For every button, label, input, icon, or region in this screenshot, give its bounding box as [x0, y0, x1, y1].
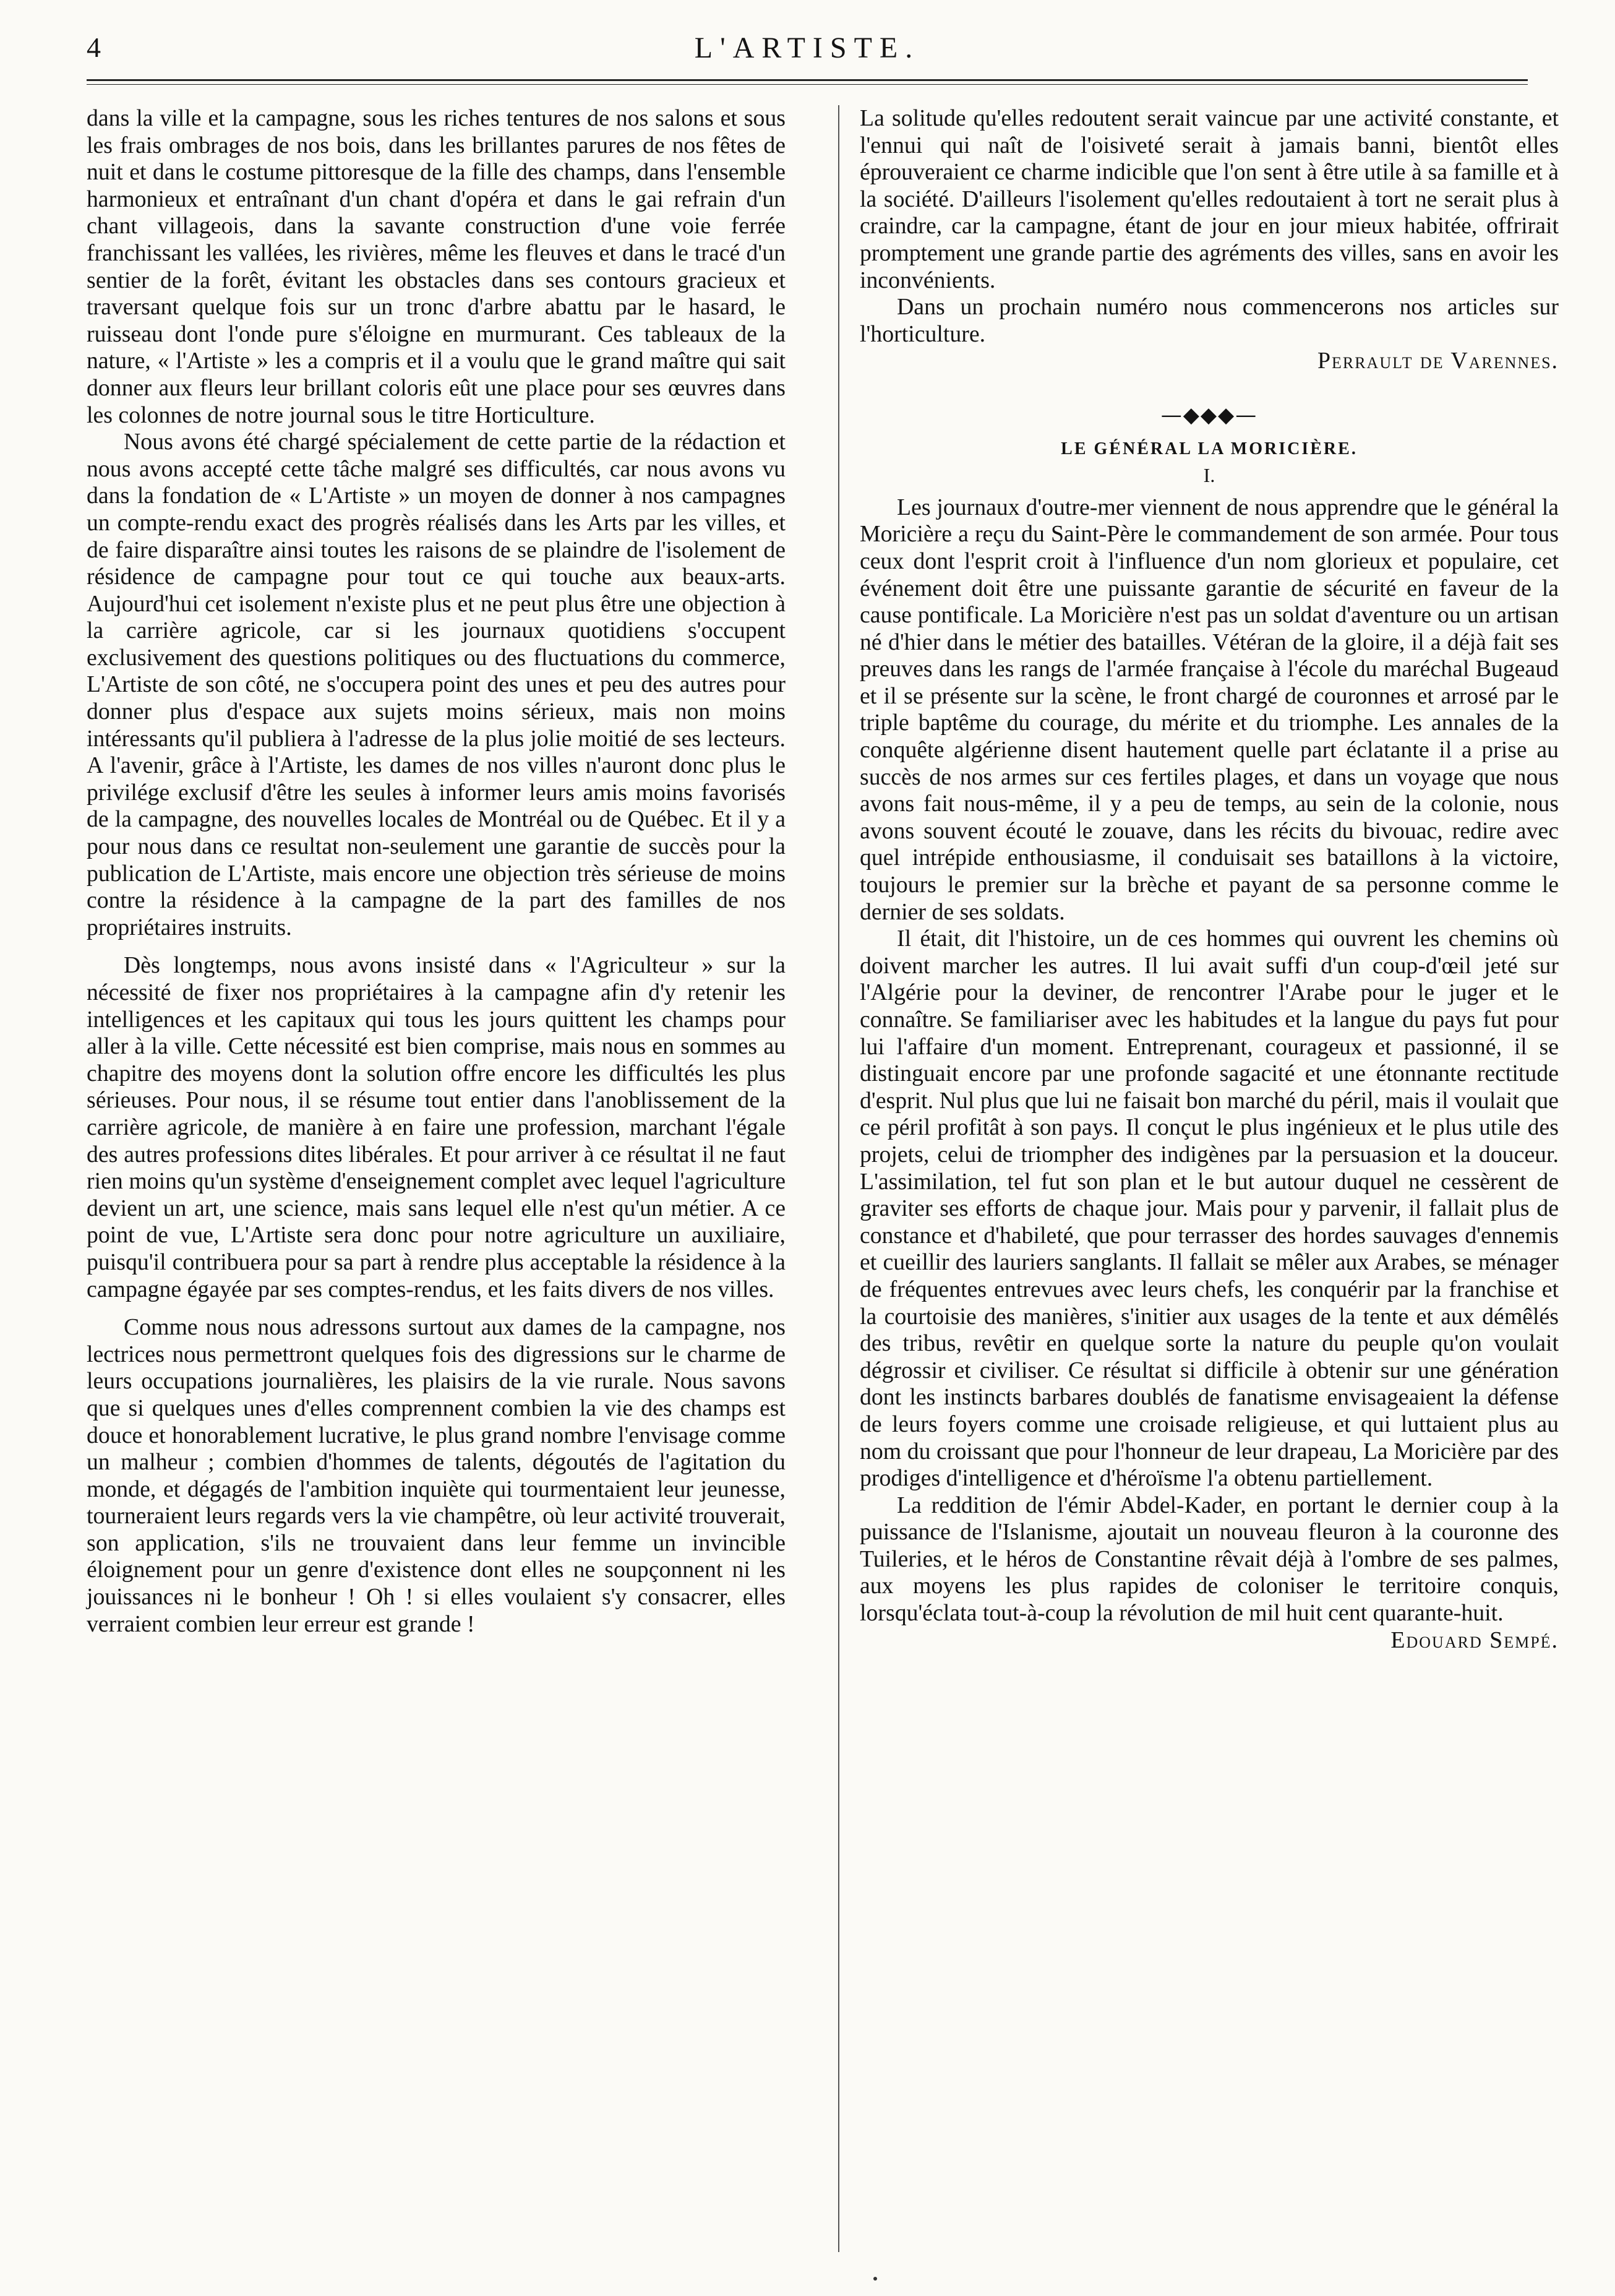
right-column	[860, 105, 1559, 1654]
paragraph: Nous avons été chargé spécialement de cette partie de la rédaction et nous avons accepté cette tâche malgré ses difficultés, car nous avons vu dans la fondation de « L'Artiste » un moyen de donner à nos campagnes un compte-rendu exact des progrès réalisés dans les Arts par les villes, et de faire disparaître ainsi toutes les raisons de se plaindre de l'isolement de résidence de campagne pour tout ce qui touche aux beaux-arts. Aujourd'hui cet isolement n'existe plus et ne peut plus être une objection à la carrière agricole, car si les journaux quotidiens s'occupent exclusivement des questions politiques ou des fluctuations du commerce, L'Artiste de son côté, ne s'occupera point des unes et peu des autres pour donner plus d'espace aux sujets moins sérieux, mais non moins intéressants qu'il publiera à l'adresse de la plus jolie moitié de ses lecteurs. A l'avenir, grâce à l'Artiste, les dames de nos villes n'auront donc plus le privilége exclusif d'être les seules à informer leurs amis moins favorisés de la campagne, des nouvelles locales de Montréal ou de Québec. Et il y a pour nous dans ce resultat non-seulement une garantie de succès pour la publication de L'Artiste, mais encore une objection très sérieuse de moins contre la résidence à la campagne de la part des familles de nos propriétaires instruits.	[87, 429, 786, 940]
paragraph: La solitude qu'elles redoutent serait vaincue par une activité constante, et l'ennui qui naît de l'oisiveté serait à jamais banni, bientôt elles éprouveraient ce charme indicible que l'on sent à être utile à sa famille et à la société. D'ailleurs l'isolement qu'elles redoutaient à tort ne serait plus à craindre, car la campagne, étant de jour en jour mieux habitée, offrirait promptement une grande partie des agréments des villes, sans en avoir les inconvénients.	[860, 105, 1559, 293]
section-title: LE GÉNÉRAL LA MORICIÈRE.	[1061, 439, 1358, 458]
paragraph: dans la ville et la campagne, sous les riches tentures de nos salons et sous les frais ombrages de nos bois, dans les brillantes parures de nos fêtes de nuit et dans le costume pittoresque de la fille des champs, dans l'ensemble harmonieux et entraînant d'un chant d'opéra et dans le gai refrain d'un chant villageois, dans la savante construction d'une voie ferrée franchissant les vallées, les rivières, même les fleuves et dans le tracé d'un sentier de la forêt, évitant les obstacles dans ses contours gracieux et traversant quelque fois sur un tronc d'arbre abattu par le hasard, le ruisseau dont l'onde pure s'éloigne en murmurant. Ces tableaux de la nature, « l'Artiste » les a compris et il a voulu que le grand maître qui sait donner aux fleurs leur brillant coloris eût une place pour ses œuvres dans les colonnes de notre journal sous le titre Horticulture.	[87, 105, 786, 428]
paragraph: Dès longtemps, nous avons insisté dans « l'Agriculteur » sur la nécessité de fixer nos propriétaires à la campagne afin d'y retenir les intelligences et les capitaux qui tous les jours quittent les champs pour aller à la ville. Cette nécessité est bien comprise, mais nous en sommes au chapitre des moyens dont la solution offre encore les difficultés les plus sérieuses. Pour nous, il se résume tout entier dans l'anoblissement de la carrière agricole, de manière à en faire une profession, marchant l'égale des autres professions dites libérales. Et pour arriver à ce résultat il ne faut rien moins qu'un système d'enseignement complet avec lequel l'agriculture devient un art, une science, mais sans lequel elle n'est qu'un métier. A ce point de vue, L'Artiste sera donc pour notre agriculture un auxiliaire, puisqu'il contribuera pour sa part à rendre plus acceptable la résidence à la campagne égayée par ses comptes-rendus, et les faits divers de nos villes.	[87, 952, 786, 1302]
page-header	[87, 31, 1528, 74]
author-signature: Perrault de Varennes.	[1317, 348, 1559, 374]
section-number: I.	[1203, 464, 1215, 487]
paragraph: Il était, dit l'histoire, un de ces hommes qui ouvrent les chemins où doivent marcher les autres. Il lui avait suffi d'un coup-d'œil jeté sur l'Algérie pour la deviner, de rencontrer l'Arabe pour le juger et le connaître. Se familiariser avec les habitudes et la langue du pays fut pour lui l'affaire d'un moment. Entreprenant, courageux et passionné, il se distinguait encore par une profonde sagacité et une étonnante rectitude d'esprit. Nul plus que lui ne faisait bon marché du péril, mais il voulait que ce péril profitât à son pays. Il conçut le plus ingénieux et le plus utile des projets, celui de triompher des indigènes par la persuasion et la douceur. L'assimilation, tel fut son plan et le but autour duquel ne cessèrent de graviter ses efforts de chaque jour. Mais pour y parvenir, il fallait plus de constance et d'habileté, que pour terrasser des hordes sauvages d'ennemis et cueillir des lauriers sanglants. Il fallait se mêler aux Arabes, se ménager de fréquentes entrevues avec leurs chefs, les conquérir par la franchise et la courtoisie des manières, s'initier aux usages de la tente et aux démêlés des tribus, revêtir en quelque sorte la nature du peuple qu'on voulait dégrossir et civiliser. Ce résultat si difficile à obtenir sur une génération dont les instincts barbares doublés de fanatisme envisageaient la défense de leurs foyers comme une croisade religieuse, et qui luttaient plus au nom du croissant que pour l'honneur de leur drapeau, La Moricière par des prodiges d'intelligence et d'héroïsme l'a obtenu partiellement.	[860, 926, 1559, 1492]
column-divider	[838, 105, 839, 2252]
paragraph: Dans un prochain numéro nous commencerons nos articles sur l'horticulture.	[860, 294, 1559, 347]
section-ornament: —◆◆◆—	[1160, 402, 1258, 428]
journal-title: L'ARTISTE.	[694, 32, 920, 64]
page-number: 4	[87, 32, 101, 63]
footer-dot	[873, 2277, 877, 2281]
paragraph: Comme nous nous adressons surtout aux dames de la campagne, nos lectrices nous permettront quelques fois des digressions sur le charme de leurs occupations journalières, les plaisirs de la vie rurale. Nous savons que si quelques unes d'elles comprennent combien la vie des champs est douce et honorablement lucrative, le plus grand nombre l'envisage comme un malheur ; combien d'hommes de talents, dégoutés de l'agitation du monde, et dégagés de l'ambition inquiète qui tourmentaient leur jeunesse, tourneraient leurs regards vers la vie champêtre, où leur activité trouverait, son application, s'ils ne trouvaient dans leur femme un invincible éloignement pour un genre d'existence dont elles ne soupçonnent ni les jouissances ni le bonheur ! Oh ! si elles voulaient s'y consacrer, elles verraient combien leur erreur est grande !	[87, 1314, 786, 1637]
paragraph: La reddition de l'émir Abdel-Kader, en portant le dernier coup à la puissance de l'Islanisme, ajoutait un nouveau fleuron à la couronne des Tuileries, et le héros de Constantine rêvait déjà à l'ombre de ses palmes, aux moyens les plus rapides de coloniser le territoire conquis, lorsqu'éclata tout-à-coup la révolution de mil huit cent quarante-huit.	[860, 1492, 1559, 1627]
header-rule-thin	[87, 84, 1528, 85]
author-signature: Edouard Sempé.	[1390, 1627, 1559, 1653]
paragraph: Les journaux d'outre-mer viennent de nous apprendre que le général la Moricière a reçu du Saint-Père le commandement de son armée. Pour tous ceux dont l'esprit croit à l'influence d'un nom glorieux et populaire, cet événement doit être une puissante garantie de sécurité en faveur de la cause pontificale. La Moricière n'est pas un soldat d'aventure ou un artisan né d'hier dans le métier des batailles. Vétéran de la gloire, il a déjà fait ses preuves dans les rangs de l'armée française à l'école du maréchal Bugeaud et il se présente sur la scène, le front chargé de couronnes et arrosé par le triple baptême du courage, du mérite et du triomphe. Les annales de la conquête algérienne disent hautement quelle part éclatante il a prise au succès de nos armes sur ces fertiles plages, et dans un voyage que nous avons fait nous-même, il y a peu de temps, au sein de la colonie, nous avons souvent écouté le zouave, dans les récits du bivouac, redire avec quel intrépide enthousiasme, il conduisait ses bataillons à la victoire, toujours le premier sur la brèche et payant de sa personne comme le dernier de ses soldats.	[860, 494, 1559, 925]
header-rule	[87, 79, 1528, 81]
left-column	[87, 105, 786, 1638]
